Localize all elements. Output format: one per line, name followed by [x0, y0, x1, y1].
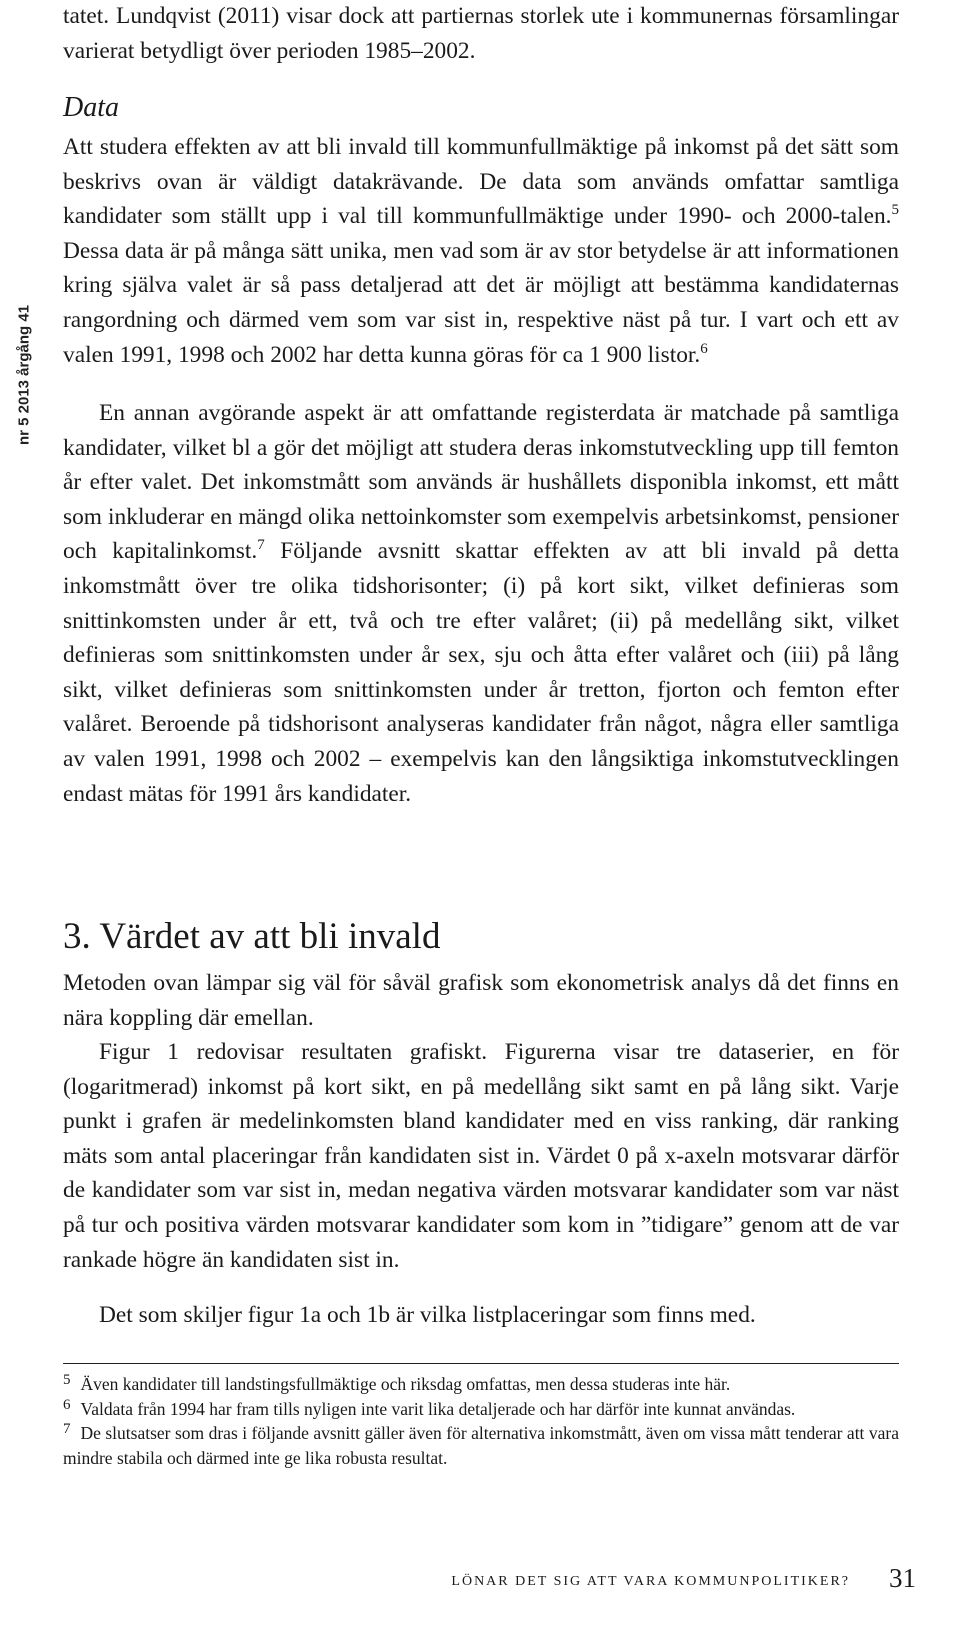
data-paragraph-2: En annan avgörande aspekt är att omfattande registerdata är matchade på samtliga kandidater, vilket bl a gör det möjligt att studera deras inkomstutveckling upp till femton år efter valet. Det inkomstmått som används är hushållets disponibla inkomst, ett mått som inkluderar en mängd olika nettoinkomster som exempelvis arbetsinkomst, pensioner och kapitalinkomst.$^7$ Följande avsnitt skattar effekten av att bli invald på detta inkomstmått över tre olika tidshorisonter; (i) på kort sikt, vilket definieras som snittinkomsten under år ett, två och tre efter valåret; (ii) på medellång sikt, vilket definieras som snittinkomsten under år sex, sju och åtta efter valåret och (iii) på lång sikt, vilket definieras som snittinkomsten under år tretton, fjorton och femton efter valåret. Beroende på tidshorisont analyseras kandidater från något, några eller samtliga av valen 1991, 1998 och 2002 – exempelvis kan den långsiktiga inkomstutvecklingen endast mätas för 1991 års kandidater.: [63, 400, 900, 807]
footnote-ref-5: 5: [891, 202, 899, 219]
section-3-paragraph-2: Figur 1 redovisar resultaten grafiskt. Figurerna visar tre dataserier, en för (logaritmerad) inkomst på kort sikt, en på medellång sikt samt en på lång sikt. Varje punkt i grafen är medelinkomsten bland kandidater med en viss ranking, där ranking mäts som antal placeringar från kandidaten sist in. Värdet 0 på x-axeln motsvarar därför de kandidater som var sist in, medan negativa värden motsvarar kandidater som var näst på tur och positiva värden motsvarar kandidater som kom in ”tidigare” genom att de var rankade högre än kandidaten sist in.: [63, 1039, 899, 1273]
intro-paragraph: tatet. Lundqvist (2011) visar dock att partiernas storlek ute i kommunernas församlingar varierat betydligt över perioden 1985–2002.: [63, 3, 899, 64]
footnote-ref-6: 6: [700, 340, 708, 357]
footnote-divider: [63, 1363, 899, 1364]
section-3-paragraph-3: Det som skiljer figur 1a och 1b är vilka listplaceringar som finns med.: [99, 1302, 756, 1328]
footnote-ref-7: 7: [257, 537, 265, 554]
footnote-5: $^5$ Även kandidater till landstingsfullmäktige och riksdag omfattas, men dessa studeras inte här.: [63, 1372, 731, 1394]
running-title: LÖNAR DET SIG ATT VARA KOMMUNPOLITIKER?: [451, 1574, 850, 1589]
section-3-paragraph-1: Metoden ovan lämpar sig väl för såväl grafisk som ekonometrisk analys då det finns en nära koppling där emellan.: [63, 970, 899, 1031]
footnote-7: $^7$ De slutsatser som dras i följande avsnitt gäller även för alternativa inkomstmått, även om vissa mått tenderar att vara mindre stabila och därmed inte ge lika robusta resultat.: [63, 1421, 899, 1468]
data-heading: Data: [63, 92, 119, 123]
footnote-6: $^6$ Valdata från 1994 har fram tills nyligen inte varit lika detaljerade och har därför inte kunnat användas.: [63, 1396, 796, 1419]
page-number: 31: [889, 1563, 916, 1593]
journal-issue-label: nr 5 2013 årgång 41: [15, 304, 33, 446]
data-paragraph-1: Att studera effekten av att bli invald till kommunfullmäktige på inkomst på det sätt som beskrivs ovan är väldigt datakrävande. De data som används omfattar samtliga kandidater som ställt upp i val till kommunfullmäktige under 1990- och 2000-talen.$^5$ Dessa data är på många sätt unika, men vad som är av stor betydelse är att informationen kring själva valet är så pass detaljerad att det är möjligt att bestämma kandidaternas rangordning och därmed vem som var sist in, respektive näst på tur. I vart och ett av valen 1991, 1998 och 2002 har detta kunna göras för ca 1 900 listor.$^6$: [63, 134, 899, 368]
section-3-heading: 3. Värdet av att bli invald: [63, 916, 441, 957]
footnotes: [63, 1372, 899, 1470]
